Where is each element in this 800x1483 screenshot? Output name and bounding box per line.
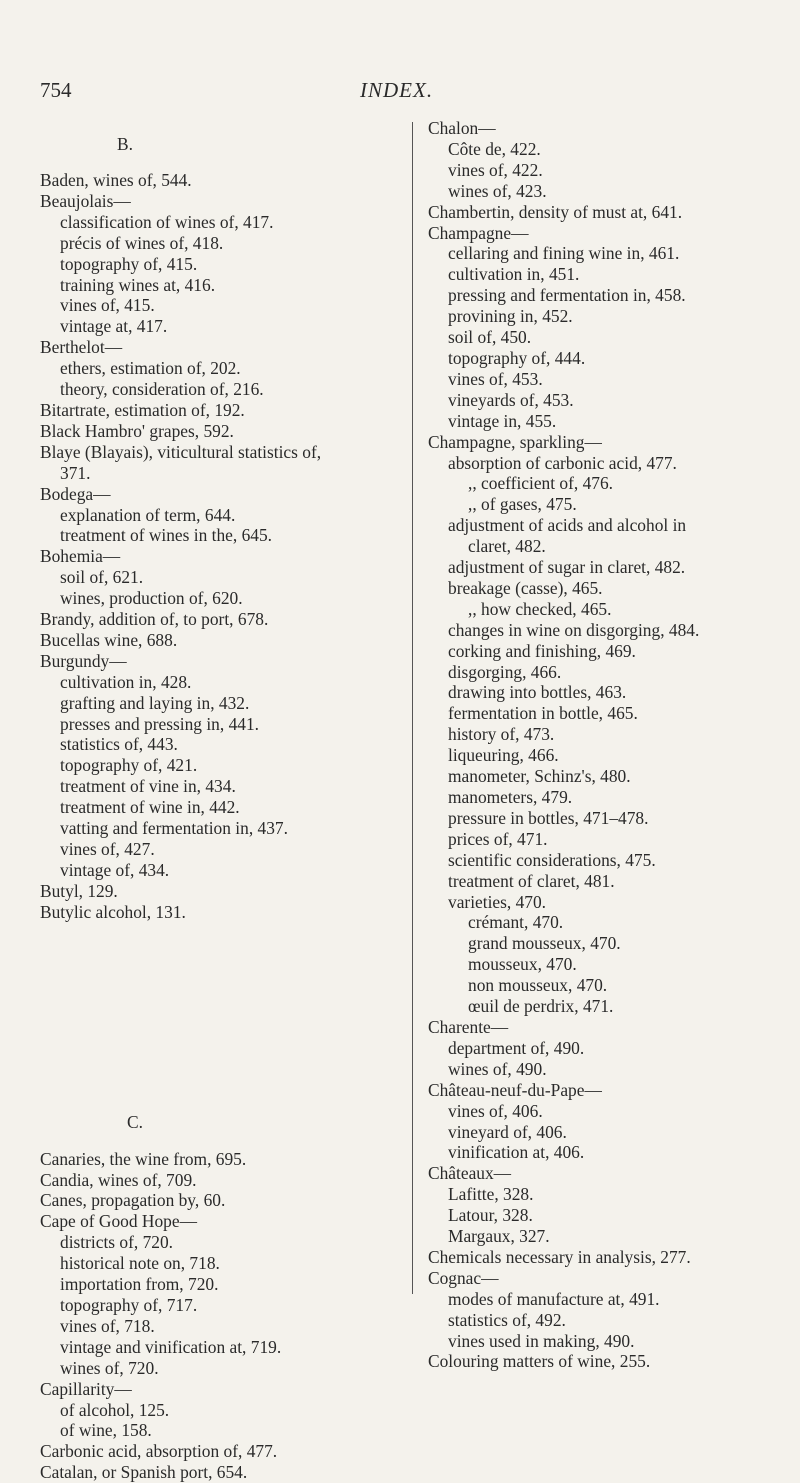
index-entry: Cognac— xyxy=(428,1267,499,1288)
index-subentry: vines of, 422. xyxy=(448,159,543,180)
index-subentry: grand mousseux, 470. xyxy=(468,933,621,954)
index-subentry: vineyard of, 406. xyxy=(448,1121,567,1142)
index-entry: Bitartrate, estimation of, 192. xyxy=(40,399,245,420)
index-subentry: crémant, 470. xyxy=(468,912,564,933)
index-subentry: changes in wine on disgorging, 484. xyxy=(448,619,700,640)
index-subentry: vines used in making, 490. xyxy=(448,1330,635,1351)
index-subentry: corking and finishing, 469. xyxy=(448,640,636,661)
index-subentry: districts of, 720. xyxy=(60,1232,174,1253)
index-subentry: Côte de, 422. xyxy=(448,138,541,159)
index-entry: Berthelot— xyxy=(40,337,123,358)
index-subentry: ,, coefficient of, 476. xyxy=(468,473,614,494)
index-subentry: Lafitte, 328. xyxy=(448,1184,534,1205)
index-subentry: non mousseux, 470. xyxy=(468,975,608,996)
index-subentry: classification of wines of, 417. xyxy=(60,211,274,232)
index-subentry: treatment of vine in, 434. xyxy=(60,776,236,797)
index-subentry: vineyards of, 453. xyxy=(448,389,574,410)
page-number: 754 xyxy=(40,78,72,102)
index-subentry: vintage at, 417. xyxy=(60,316,168,337)
index-subentry: of wine, 158. xyxy=(60,1420,152,1441)
index-subentry: grafting and laying in, 432. xyxy=(60,692,250,713)
index-subentry: vines of, 415. xyxy=(60,295,155,316)
index-entry: Burgundy— xyxy=(40,650,127,671)
index-column-right xyxy=(428,118,788,1372)
index-subentry: liqueuring, 466. xyxy=(448,745,559,766)
index-subentry: treatment of wine in, 442. xyxy=(60,797,240,818)
index-entry: Chemicals necessary in analysis, 277. xyxy=(428,1246,691,1267)
index-subentry: soil of, 450. xyxy=(448,327,532,348)
index-subentry: Margaux, 327. xyxy=(448,1226,550,1247)
index-subentry: disgorging, 466. xyxy=(448,661,562,682)
index-subentry: vines of, 718. xyxy=(60,1315,155,1336)
index-subentry: scientific considerations, 475. xyxy=(448,849,656,870)
index-entry: Colouring matters of wine, 255. xyxy=(428,1351,651,1372)
index-entry: Capillarity— xyxy=(40,1378,132,1399)
index-entry: 371. xyxy=(60,462,91,483)
index-subentry: wines of, 720. xyxy=(60,1357,159,1378)
index-subentry: ,, of gases, 475. xyxy=(468,494,577,515)
index-subentry: absorption of carbonic acid, 477. xyxy=(448,452,677,473)
index-entry: Cape of Good Hope— xyxy=(40,1211,197,1232)
index-entry: Bodega— xyxy=(40,483,111,504)
index-subentry: œuil de perdrix, 471. xyxy=(468,996,614,1017)
right-column-entries xyxy=(428,118,788,1372)
index-subentry: claret, 482. xyxy=(468,536,546,557)
index-subentry: vines of, 453. xyxy=(448,368,543,389)
index-entry: Champagne— xyxy=(428,222,529,243)
index-entry: Château-neuf-du-Pape— xyxy=(428,1079,602,1100)
index-subentry: pressure in bottles, 471–478. xyxy=(448,807,649,828)
index-subentry: training wines at, 416. xyxy=(60,274,216,295)
index-subentry: manometer, Schinz's, 480. xyxy=(448,766,631,787)
index-subentry: modes of manufacture at, 491. xyxy=(448,1288,660,1309)
index-entry: Black Hambro' grapes, 592. xyxy=(40,420,234,441)
index-entry: Canes, propagation by, 60. xyxy=(40,1190,226,1211)
index-subentry: wines, production of, 620. xyxy=(60,588,243,609)
index-subentry: cultivation in, 451. xyxy=(448,264,580,285)
index-subentry: breakage (casse), 465. xyxy=(448,577,603,598)
index-entry: Blaye (Blayais), viticultural statistics of, xyxy=(40,441,322,462)
index-subentry: adjustment of sugar in claret, 482. xyxy=(448,557,686,578)
index-entry: Brandy, addition of, to port, 678. xyxy=(40,609,269,630)
section-letter-b: B. xyxy=(117,134,133,154)
index-column-left xyxy=(40,118,405,1483)
index-entry: Bucellas wine, 688. xyxy=(40,629,178,650)
index-subentry: explanation of term, 644. xyxy=(60,504,236,525)
index-entry: Candia, wines of, 709. xyxy=(40,1169,197,1190)
index-entry: Charente— xyxy=(428,1016,509,1037)
index-entry: Catalan, or Spanish port, 654. xyxy=(40,1462,248,1483)
index-subentry: topography of, 421. xyxy=(60,755,198,776)
index-subentry: ,, how checked, 465. xyxy=(468,598,612,619)
index-subentry: provining in, 452. xyxy=(448,306,573,327)
index-subentry: cultivation in, 428. xyxy=(60,671,192,692)
index-entry: Butylic alcohol, 131. xyxy=(40,901,186,922)
index-subentry: drawing into bottles, 463. xyxy=(448,682,627,703)
index-subentry: history of, 473. xyxy=(448,724,555,745)
index-subentry: topography of, 415. xyxy=(60,253,198,274)
index-entry: Chambertin, density of must at, 641. xyxy=(428,201,683,222)
index-entry: Châteaux— xyxy=(428,1163,512,1184)
index-subentry: vinification at, 406. xyxy=(448,1142,585,1163)
page-header xyxy=(0,78,800,108)
index-subentry: wines of, 490. xyxy=(448,1058,547,1079)
index-subentry: importation from, 720. xyxy=(60,1274,219,1295)
index-subentry: pressing and fermentation in, 458. xyxy=(448,285,686,306)
index-subentry: theory, consideration of, 216. xyxy=(60,379,264,400)
index-subentry: cellaring and fining wine in, 461. xyxy=(448,243,680,264)
index-subentry: adjustment of acids and alcohol in xyxy=(448,515,687,536)
index-entry: Butyl, 129. xyxy=(40,880,118,901)
index-subentry: vines of, 406. xyxy=(448,1100,543,1121)
index-subentry: ethers, estimation of, 202. xyxy=(60,358,241,379)
index-subentry: Latour, 328. xyxy=(448,1205,533,1226)
index-subentry: précis of wines of, 418. xyxy=(60,232,224,253)
index-subentry: historical note on, 718. xyxy=(60,1253,220,1274)
index-subentry: vintage of, 434. xyxy=(60,859,170,880)
index-entry: Chalon— xyxy=(428,118,496,138)
index-entry: Bohemia— xyxy=(40,546,121,567)
index-subentry: manometers, 479. xyxy=(448,787,573,807)
index-subentry: soil of, 621. xyxy=(60,567,144,588)
index-subentry: department of, 490. xyxy=(448,1037,585,1058)
column-divider xyxy=(412,122,413,1294)
index-subentry: statistics of, 492. xyxy=(448,1309,566,1330)
index-subentry: wines of, 423. xyxy=(448,180,547,201)
index-entry: Carbonic acid, absorption of, 477. xyxy=(40,1441,278,1462)
index-subentry: fermentation in bottle, 465. xyxy=(448,703,638,724)
index-subentry: treatment of claret, 481. xyxy=(448,870,615,891)
index-subentry: presses and pressing in, 441. xyxy=(60,713,259,734)
index-entry: Beaujolais— xyxy=(40,190,131,211)
index-subentry: statistics of, 443. xyxy=(60,734,178,755)
index-subentry: varieties, 470. xyxy=(448,891,547,912)
index-subentry: vatting and fermentation in, 437. xyxy=(60,818,288,839)
running-title: INDEX. xyxy=(360,78,434,102)
index-subentry: topography of, 717. xyxy=(60,1294,198,1315)
index-subentry: vines of, 427. xyxy=(60,839,155,859)
index-subentry: topography of, 444. xyxy=(448,347,586,368)
index-subentry: mousseux, 470. xyxy=(468,954,577,975)
section-c-entries xyxy=(40,1149,405,1483)
index-subentry: treatment of wines in the, 645. xyxy=(60,525,273,546)
index-entry: Baden, wines of, 544. xyxy=(40,170,192,190)
index-entry: Champagne, sparkling— xyxy=(428,431,602,452)
index-subentry: of alcohol, 125. xyxy=(60,1399,170,1420)
section-b-entries xyxy=(40,170,405,923)
section-letter-c: C. xyxy=(127,1111,143,1132)
index-subentry: prices of, 471. xyxy=(448,828,548,849)
index-subentry: vintage and vinification at, 719. xyxy=(60,1336,282,1357)
index-entry: Canaries, the wine from, 695. xyxy=(40,1148,247,1169)
index-subentry: vintage in, 455. xyxy=(448,410,557,431)
